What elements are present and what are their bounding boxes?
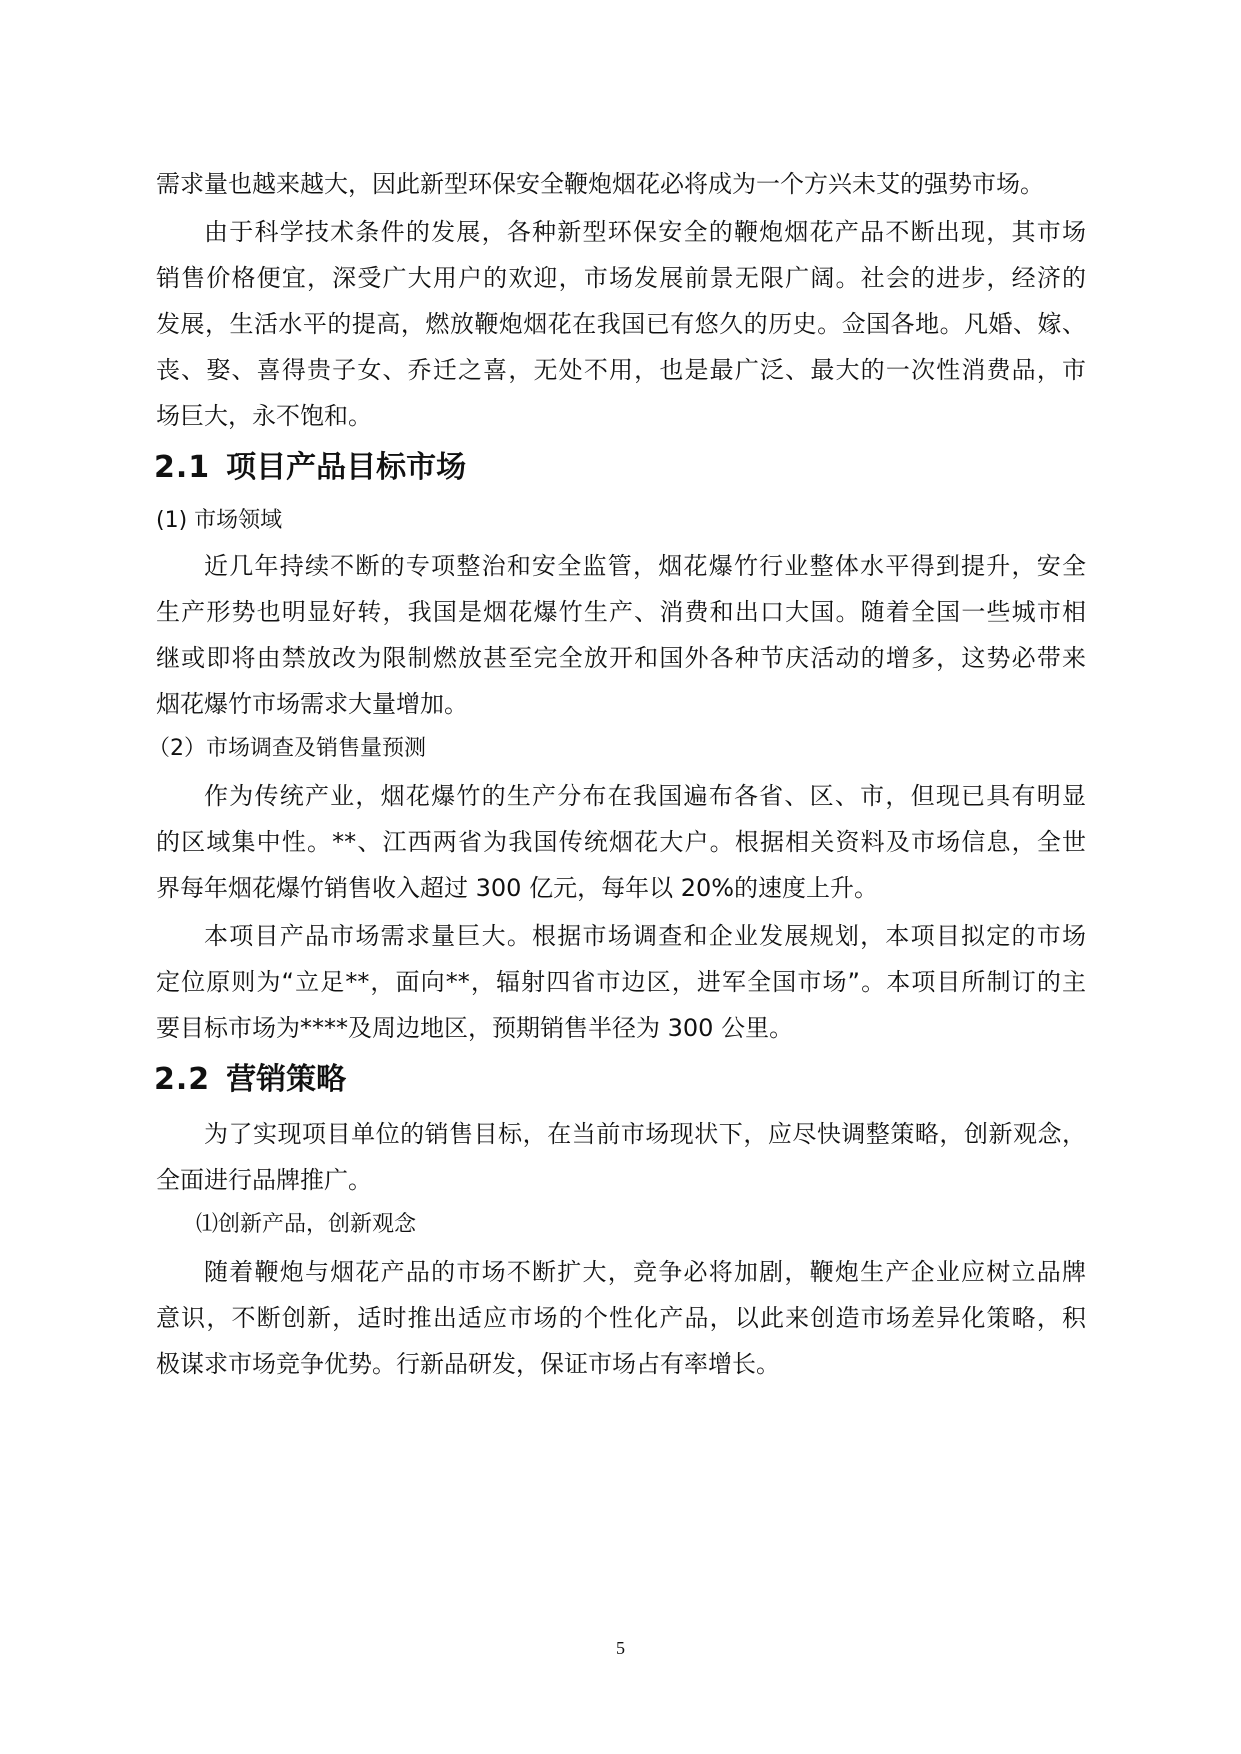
paragraph-line: 发展，生活水平的提高，燃放鞭炮烟花在我国已有悠久的历史。佥国各地。凡婚、嫁、 — [156, 310, 1086, 338]
paragraph-line: 生产形势也明显好转，我国是烟花爆竹生产、消费和出口大国。随着全国一些城市相 — [156, 598, 1086, 626]
paragraph-line: 销售价格便宜，深受广大用户的欢迎，市场发展前景无限广阔。社会的进步，经济的 — [156, 264, 1086, 292]
section-number: 2.2 — [154, 1062, 211, 1097]
paragraph-line: 烟花爆竹市场需求大量增加。 — [156, 690, 468, 718]
section-title: 项目产品目标市场 — [226, 450, 467, 485]
paragraph-line: 随着鞭炮与烟花产品的市场不断扩大，竞争必将加剧，鞭炮生产企业应树立品牌 — [204, 1258, 1086, 1286]
section-heading-2-1 — [154, 448, 466, 488]
paragraph-line: 丧、娶、喜得贵子女、乔迁之喜，无处不用，也是最广泛、最大的一次性消费品，市 — [156, 356, 1086, 384]
page-number: 5 — [616, 1638, 625, 1658]
paragraph-line: 本项目产品市场需求量巨大。根据市场调查和企业发展规划，本项目拟定的市场 — [204, 922, 1086, 950]
paragraph-line: 由于科学技术条件的发展，各种新型环保安全的鞭炮烟花产品不断出现，其市场 — [204, 218, 1086, 246]
section-title: 营销策略 — [226, 1062, 347, 1097]
paragraph-line: 作为传统产业，烟花爆竹的生产分布在我国遍布各省、区、市，但现已具有明显 — [204, 782, 1086, 810]
paragraph-line: 需求量也越来越大，因此新型环保安全鞭炮烟花必将成为一个方兴未艾的强势市场。 — [156, 170, 1044, 198]
paragraph-line: 界每年烟花爆竹销售收入超过 300 亿元，每年以 20%的速度上升。 — [156, 874, 879, 902]
paragraph-line: 定位原则为“立足**，面向**，辐射四省市边区，进军全国市场”。本项目所制订的主 — [156, 968, 1086, 996]
subsection-heading: （2）市场调查及销售量预测 — [148, 736, 426, 761]
paragraph-line: 场巨大，永不饱和。 — [156, 402, 372, 430]
section-heading-2-2 — [154, 1060, 346, 1100]
section-number: 2.1 — [154, 450, 211, 485]
paragraph-line: 意识，不断创新，适时推出适应市场的个性化产品，以此来创造市场差异化策略，积 — [156, 1304, 1086, 1332]
paragraph-line: 近几年持续不断的专项整治和安全监管，烟花爆竹行业整体水平得到提升，安全 — [204, 552, 1086, 580]
paragraph-line: 为了实现项目单位的销售目标，在当前市场现状下，应尽快调整策略，创新观念， — [204, 1120, 1086, 1148]
paragraph-line: 继或即将由禁放改为限制燃放甚至完全放开和国外各种节庆活动的增多，这势必带来 — [156, 644, 1086, 672]
subsection-heading: ⑴创新产品，创新观念 — [196, 1212, 417, 1237]
paragraph-line: 的区域集中性。**、江西两省为我国传统烟花大户。根据相关资料及市场信息，全世 — [156, 828, 1086, 856]
paragraph-line: 全面进行品牌推广。 — [156, 1166, 372, 1194]
paragraph-line: 要目标市场为****及周边地区，预期销售半径为 300 公里。 — [156, 1014, 794, 1042]
subsection-heading: (1) 市场领域 — [156, 508, 283, 533]
paragraph-line: 极谋求市场竞争优势。行新品研发，保证市场占有率增长。 — [156, 1350, 780, 1378]
